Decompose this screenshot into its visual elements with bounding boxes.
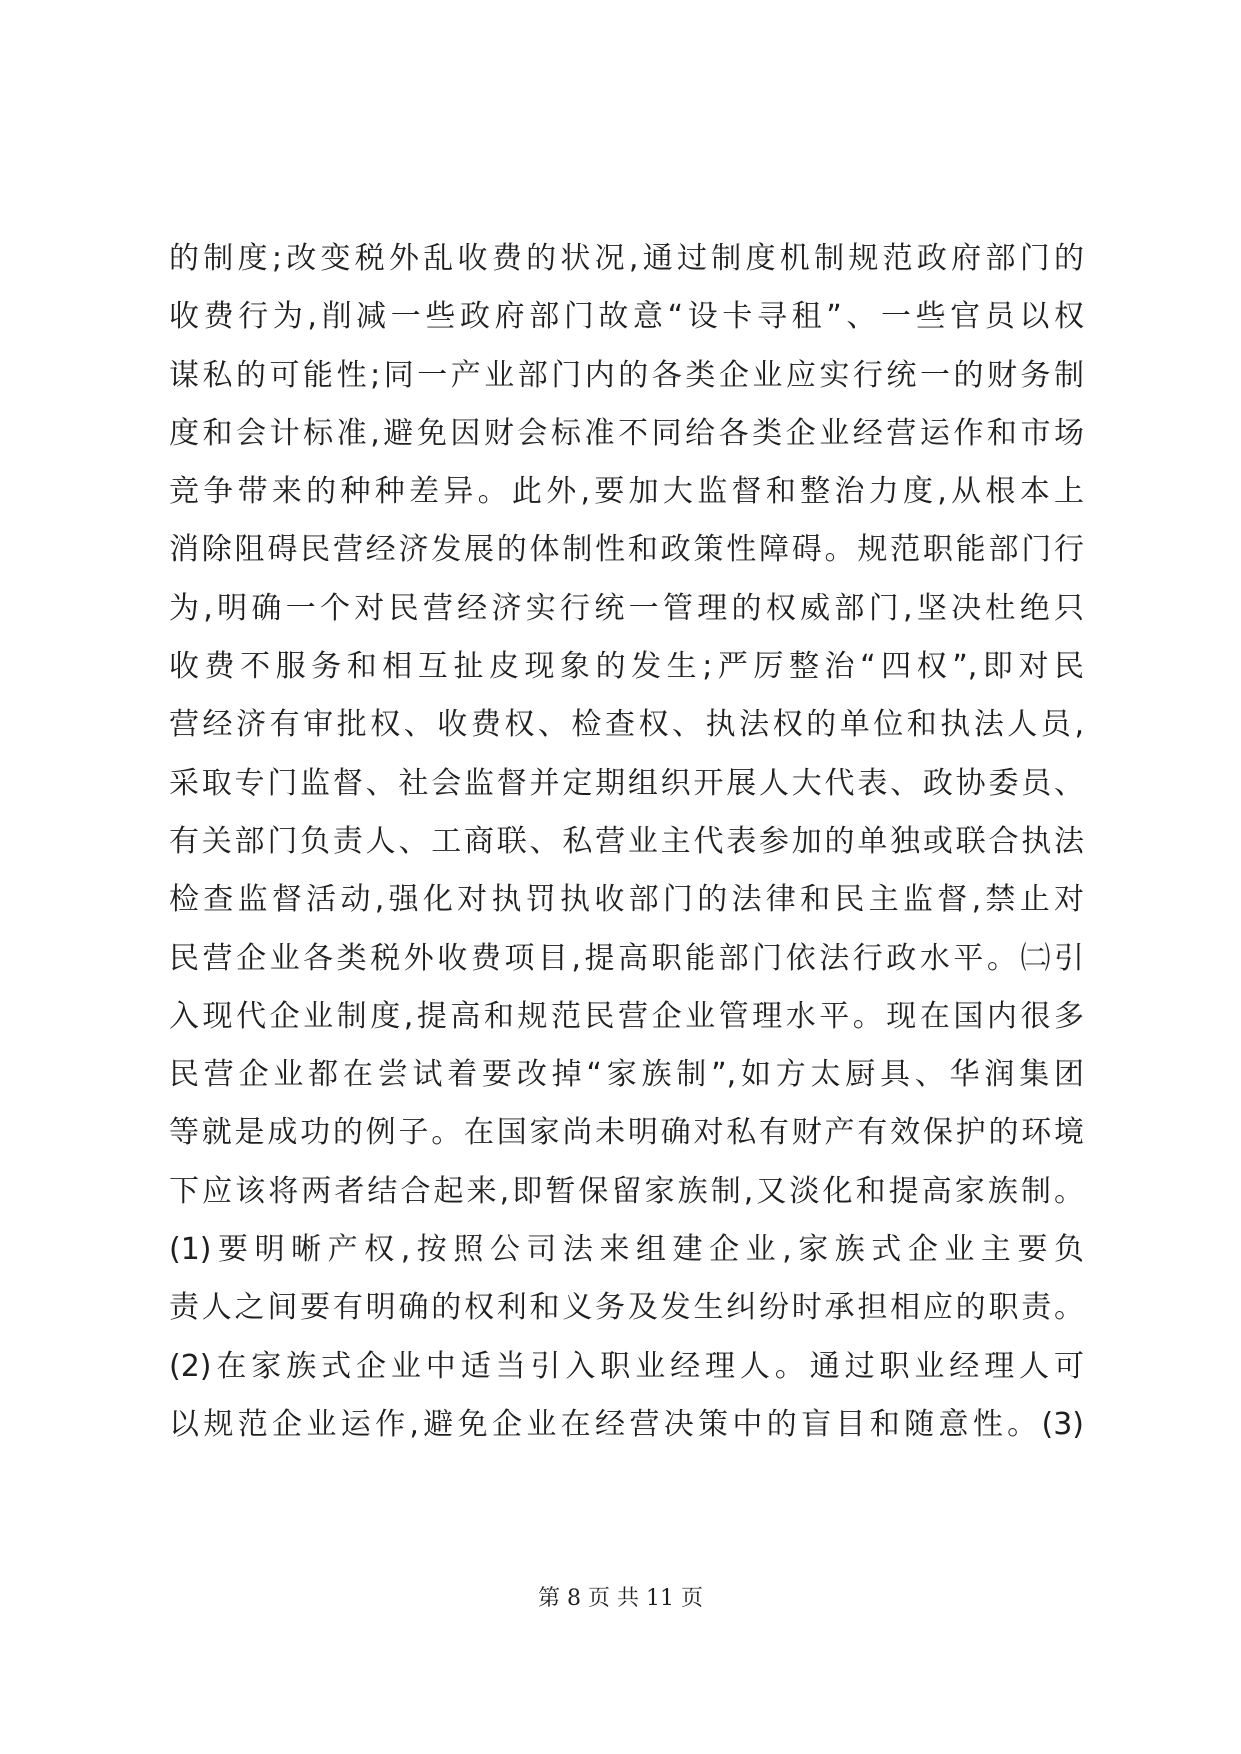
text-line: 民营企业都在尝试着要改掉“家族制”,如方太厨具、华润集团 bbox=[169, 1057, 1084, 1093]
page-number: 第 8 页 共 11 页 bbox=[538, 1586, 703, 1611]
text-line: 责人之间要有明确的权利和义务及发生纠纷时承担相应的职责。 bbox=[169, 1290, 1084, 1326]
text-line: 度和会计标准,避免因财会标准不同给各类企业经营运作和市场 bbox=[169, 415, 1084, 451]
text-line: 检查监督活动,强化对执罚执收部门的法律和民主监督,禁止对 bbox=[169, 882, 1084, 918]
text-line: 竞争带来的种种差异。此外,要加大监督和整治力度,从根本上 bbox=[169, 474, 1084, 510]
page-footer bbox=[0, 1584, 1241, 1614]
text-line: 收费不服务和相互扯皮现象的发生;严厉整治“四权”,即对民 bbox=[169, 649, 1084, 685]
text-line: (2)在家族式企业中适当引入职业经理人。通过职业经理人可 bbox=[169, 1348, 1084, 1384]
text-line: 营经济有审批权、收费权、检查权、执法权的单位和执法人员, bbox=[169, 707, 1084, 743]
body-text bbox=[169, 230, 1084, 1454]
text-line: 民营企业各类税外收费项目,提高职能部门依法行政水平。㈡引 bbox=[169, 940, 1084, 976]
text-line: 收费行为,削减一些政府部门故意“设卡寻租”、一些官员以权 bbox=[169, 299, 1084, 335]
text-line: 消除阻碍民营经济发展的体制性和政策性障碍。规范职能部门行 bbox=[169, 532, 1084, 568]
text-line: 入现代企业制度,提高和规范民营企业管理水平。现在国内很多 bbox=[169, 998, 1084, 1034]
text-line: 为,明确一个对民营经济实行统一管理的权威部门,坚决杜绝只 bbox=[169, 590, 1084, 626]
text-line: 有关部门负责人、工商联、私营业主代表参加的单独或联合执法 bbox=[169, 823, 1084, 859]
text-line: 下应该将两者结合起来,即暂保留家族制,又淡化和提高家族制。 bbox=[169, 1173, 1084, 1209]
text-line: 采取专门监督、社会监督并定期组织开展人大代表、政协委员、 bbox=[169, 765, 1084, 801]
text-line: 的制度;改变税外乱收费的状况,通过制度机制规范政府部门的 bbox=[169, 241, 1084, 276]
text-line: 以规范企业运作,避免企业在经营决策中的盲目和随意性。(3) bbox=[169, 1406, 1084, 1442]
text-line: 等就是成功的例子。在国家尚未明确对私有财产有效保护的环境 bbox=[169, 1115, 1084, 1151]
text-line: (1)要明晰产权,按照公司法来组建企业,家族式企业主要负 bbox=[169, 1232, 1084, 1268]
text-line: 谋私的可能性;同一产业部门内的各类企业应实行统一的财务制 bbox=[169, 357, 1084, 393]
